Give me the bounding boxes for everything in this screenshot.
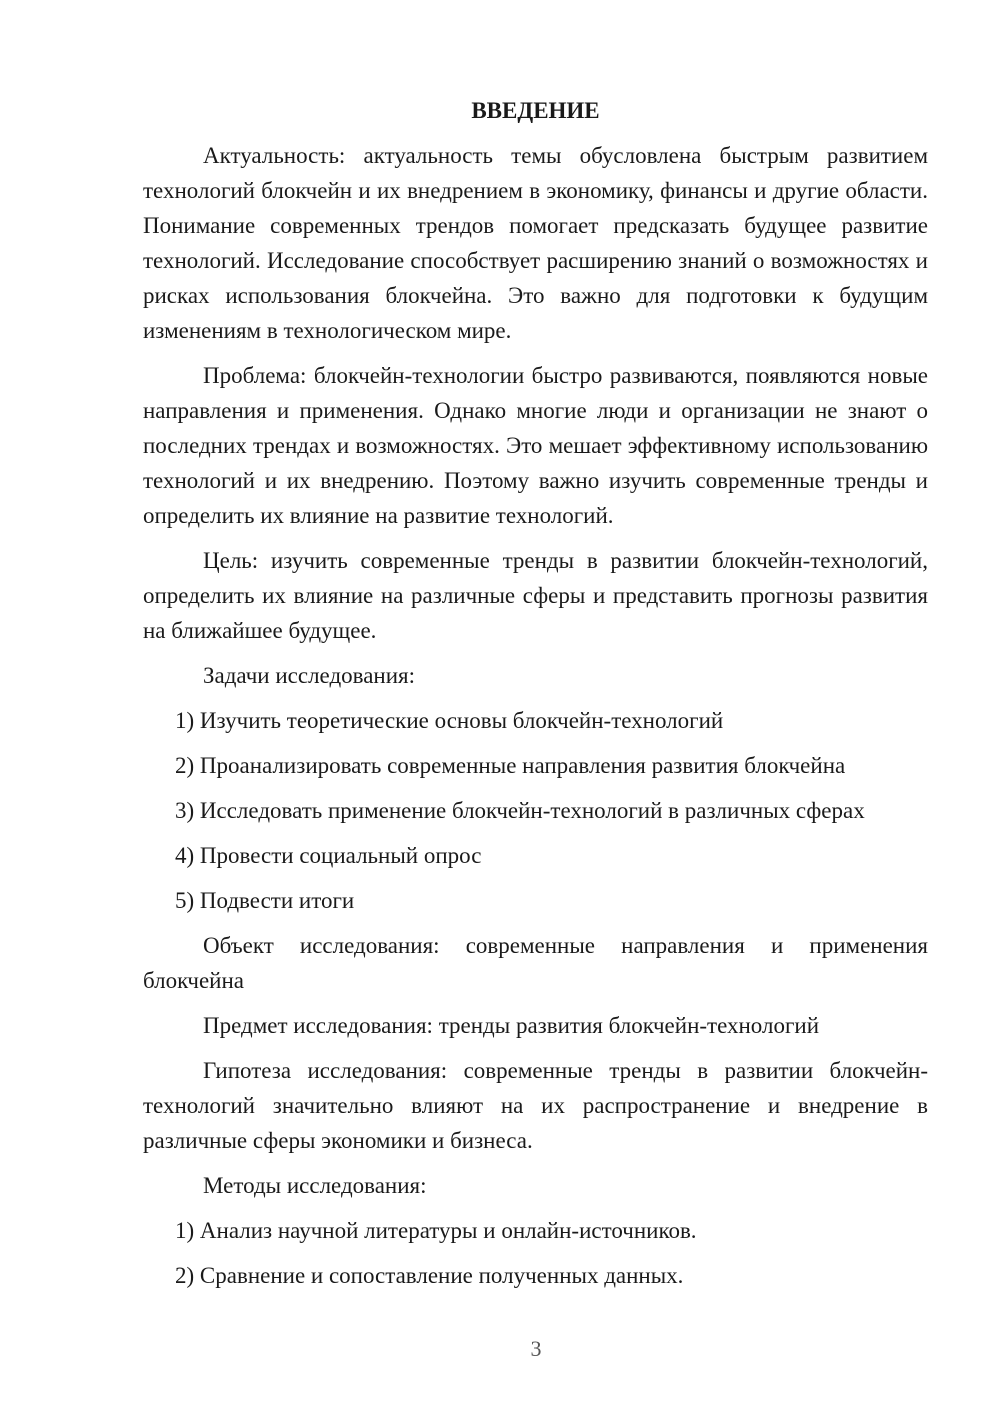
object-paragraph: Объект исследования: современные направления и применения блокчейна	[143, 933, 928, 993]
methods-title: Методы исследования:	[203, 1173, 427, 1198]
hypothesis-paragraph: Гипотеза исследования: современные тренды в развитии блокчейн-технологий значительно влияют на их распространение и внедрение в различные сферы экономики и бизнеса.	[143, 1058, 928, 1153]
task-item: 1) Изучить теоретические основы блокчейн-технологий	[175, 708, 724, 733]
tasks-title: Задачи исследования:	[203, 663, 416, 688]
goal-paragraph: Цель: изучить современные тренды в развитии блокчейн-технологий, определить их влияние на различные сферы и представить прогнозы развития на ближайшее будущее.	[143, 548, 928, 643]
task-item: 4) Провести социальный опрос	[175, 843, 482, 868]
problem-paragraph: Проблема: блокчейн-технологии быстро развиваются, появляются новые направления и применения. Однако многие люди и организации не знают о последних трендах и возможностях. Это мешает эффективному использованию технологий и их внедрению. Поэтому важно изучить современные тренды и определить их влияние на развитие технологий.	[143, 363, 928, 528]
document-page	[143, 96, 928, 1303]
page-title: ВВЕДЕНИЕ	[471, 98, 600, 123]
task-item: 2) Проанализировать современные направления развития блокчейна	[175, 753, 846, 778]
subject-paragraph: Предмет исследования: тренды развития блокчейн-технологий	[203, 1013, 820, 1038]
page-number: 3	[530, 1336, 542, 1361]
method-item: 1) Анализ научной литературы и онлайн-источников.	[175, 1218, 697, 1243]
method-item: 2) Сравнение и сопоставление полученных данных.	[175, 1263, 684, 1288]
task-item: 3) Исследовать применение блокчейн-технологий в различных сферах	[175, 798, 865, 823]
task-item: 5) Подвести итоги	[175, 888, 355, 913]
relevance-paragraph: Актуальность: актуальность темы обусловлена быстрым развитием технологий блокчейн и их внедрением в экономику, финансы и другие области. Понимание современных трендов помогает предсказать будущее развитие технологий. Исследование способствует расширению знаний о возможностях и рисках использования блокчейна. Это важно для подготовки к будущим изменениям в технологическом мире.	[143, 143, 928, 343]
